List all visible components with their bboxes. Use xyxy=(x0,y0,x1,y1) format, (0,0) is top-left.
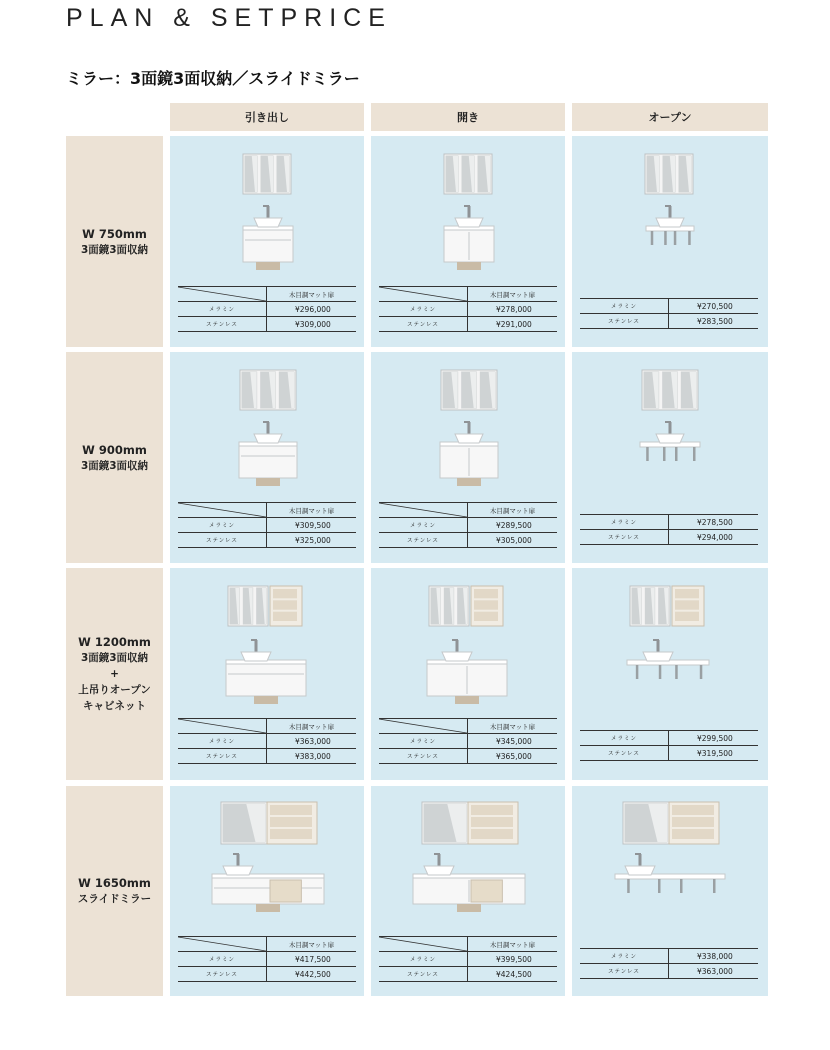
product-cell xyxy=(572,136,768,347)
material-label: ステンレス xyxy=(580,314,669,329)
price-row-stainless xyxy=(580,746,758,761)
price-value: ¥299,500 xyxy=(669,731,759,746)
door-finish-header: 木目調マット扉 xyxy=(468,503,558,518)
diagonal-divider xyxy=(379,503,468,518)
mirror-cabinet-illustration xyxy=(642,370,698,410)
washbasin-illustration xyxy=(643,639,673,661)
price-row-melamine xyxy=(178,302,356,317)
washbasin-illustration xyxy=(656,421,684,443)
mirror-cabinet-illustration xyxy=(221,802,267,844)
price-table xyxy=(178,936,356,982)
price-table-header-row xyxy=(379,503,557,518)
washbasin-illustration xyxy=(455,205,483,227)
row-description: 3面鏡3面収納 xyxy=(80,459,149,472)
price-value: ¥319,500 xyxy=(669,746,759,761)
material-label: ステンレス xyxy=(379,967,468,982)
product-cell xyxy=(170,136,364,347)
material-label: ステンレス xyxy=(580,530,669,545)
material-label: ステンレス xyxy=(580,746,669,761)
row-width-label: W 1650mm xyxy=(78,876,151,890)
material-label: ステンレス xyxy=(178,317,267,332)
vanity-illustration xyxy=(627,660,709,679)
price-table xyxy=(580,948,758,979)
material-label: ステンレス xyxy=(178,749,267,764)
product-illustration xyxy=(371,136,565,286)
product-cell xyxy=(572,786,768,996)
price-value: ¥291,000 xyxy=(468,317,558,332)
material-label: ステンレス xyxy=(178,533,267,548)
material-label: メラミン xyxy=(178,734,267,749)
price-value: ¥305,000 xyxy=(468,533,558,548)
price-row-melamine xyxy=(379,518,557,533)
material-label: ステンレス xyxy=(379,749,468,764)
door-finish-header: 木目調マット扉 xyxy=(468,719,558,734)
diagonal-divider xyxy=(178,287,267,302)
price-value: ¥424,500 xyxy=(468,967,558,982)
price-row-stainless xyxy=(178,967,356,982)
price-row-stainless xyxy=(379,749,557,764)
product-illustration xyxy=(572,136,768,286)
price-value: ¥325,000 xyxy=(267,533,357,548)
washbasin-illustration xyxy=(241,639,271,661)
washbasin-illustration xyxy=(625,853,655,875)
price-table-header-row xyxy=(379,719,557,734)
washbasin-illustration xyxy=(455,421,483,443)
column-header: 引き出し xyxy=(170,103,364,131)
material-label: ステンレス xyxy=(178,967,267,982)
product-cell xyxy=(371,786,565,996)
mirror-cabinet-illustration xyxy=(422,802,468,844)
product-illustration xyxy=(371,568,565,718)
row-label xyxy=(66,136,163,347)
mirror-cabinet-illustration xyxy=(645,154,693,194)
price-table xyxy=(178,286,356,332)
price-table xyxy=(178,502,356,548)
open-shelf-illustration xyxy=(468,802,518,844)
price-row-melamine xyxy=(178,952,356,967)
material-label: メラミン xyxy=(178,302,267,317)
product-illustration xyxy=(572,568,768,718)
row-width-label: W 750mm xyxy=(82,226,147,241)
product-illustration xyxy=(572,352,768,502)
vanity-illustration xyxy=(615,874,725,893)
product-illustration xyxy=(170,568,364,718)
price-row-melamine xyxy=(178,734,356,749)
product-cell xyxy=(371,568,565,780)
price-value: ¥278,500 xyxy=(669,515,759,530)
row-label xyxy=(66,568,163,780)
door-finish-header: 木目調マット扉 xyxy=(468,937,558,952)
washbasin-illustration xyxy=(656,205,684,227)
price-value: ¥399,500 xyxy=(468,952,558,967)
vanity-illustration xyxy=(444,226,494,270)
row-label xyxy=(66,352,163,563)
mirror-cabinet-illustration xyxy=(623,802,669,844)
row-description: キャビネット xyxy=(83,700,146,712)
price-value: ¥309,500 xyxy=(267,518,357,533)
page-subtitle: ミラー：3面鏡3面収納／スライドミラー xyxy=(66,69,360,88)
open-shelf-illustration xyxy=(270,586,302,626)
door-finish-header: 木目調マット扉 xyxy=(468,287,558,302)
price-value: ¥289,500 xyxy=(468,518,558,533)
price-table xyxy=(379,502,557,548)
diagonal-divider xyxy=(178,719,267,734)
price-row-melamine xyxy=(379,302,557,317)
price-table xyxy=(580,730,758,761)
price-value: ¥270,500 xyxy=(669,299,759,314)
product-cell xyxy=(170,352,364,563)
price-table xyxy=(178,718,356,764)
price-value: ¥363,000 xyxy=(669,964,759,979)
door-finish-header: 木目調マット扉 xyxy=(267,719,357,734)
material-label: メラミン xyxy=(580,515,669,530)
diagonal-divider xyxy=(178,503,267,518)
material-label: メラミン xyxy=(379,518,468,533)
price-table xyxy=(379,718,557,764)
mirror-cabinet-illustration xyxy=(429,586,469,626)
price-row-melamine xyxy=(580,515,758,530)
vanity-illustration xyxy=(239,442,297,486)
price-row-stainless xyxy=(580,530,758,545)
vanity-illustration xyxy=(427,660,507,704)
washbasin-illustration xyxy=(254,205,282,227)
washbasin-illustration xyxy=(254,421,282,443)
price-table xyxy=(379,286,557,332)
material-label: メラミン xyxy=(580,299,669,314)
mirror-cabinet-illustration xyxy=(444,154,492,194)
price-row-stainless xyxy=(178,317,356,332)
price-row-melamine xyxy=(178,518,356,533)
product-illustration xyxy=(371,786,565,936)
open-shelf-illustration xyxy=(267,802,317,844)
product-cell xyxy=(170,786,364,996)
price-value: ¥296,000 xyxy=(267,302,357,317)
row-width-label: W 1200mm xyxy=(78,635,151,649)
material-label: ステンレス xyxy=(580,964,669,979)
diagonal-divider xyxy=(379,719,468,734)
price-row-melamine xyxy=(379,952,557,967)
mirror-cabinet-illustration xyxy=(240,370,296,410)
price-row-melamine xyxy=(580,949,758,964)
product-cell xyxy=(572,568,768,780)
price-table-header-row xyxy=(178,503,356,518)
diagonal-divider xyxy=(379,287,468,302)
washbasin-illustration xyxy=(424,853,454,875)
price-table-header-row xyxy=(178,719,356,734)
vanity-illustration xyxy=(413,874,525,912)
diagonal-divider xyxy=(379,937,468,952)
vanity-illustration xyxy=(226,660,306,704)
price-row-melamine xyxy=(580,731,758,746)
price-table xyxy=(580,298,758,329)
product-cell xyxy=(371,352,565,563)
mirror-cabinet-illustration xyxy=(243,154,291,194)
price-value: ¥363,000 xyxy=(267,734,357,749)
price-table-header-row xyxy=(178,287,356,302)
material-label: メラミン xyxy=(379,734,468,749)
mirror-cabinet-illustration xyxy=(441,370,497,410)
price-table-header-row xyxy=(178,937,356,952)
price-row-stainless xyxy=(178,749,356,764)
product-illustration xyxy=(371,352,565,502)
price-value: ¥442,500 xyxy=(267,967,357,982)
material-label: メラミン xyxy=(178,952,267,967)
vanity-illustration xyxy=(646,226,694,245)
price-table-header-row xyxy=(379,287,557,302)
washbasin-illustration xyxy=(223,853,253,875)
price-value: ¥417,500 xyxy=(267,952,357,967)
product-illustration xyxy=(572,786,768,936)
row-description: スライドミラー xyxy=(77,893,152,905)
product-illustration xyxy=(170,786,364,936)
material-label: ステンレス xyxy=(379,533,468,548)
price-row-stainless xyxy=(580,314,758,329)
product-illustration xyxy=(170,352,364,502)
product-illustration xyxy=(170,136,364,286)
price-row-melamine xyxy=(580,299,758,314)
price-value: ¥278,000 xyxy=(468,302,558,317)
price-table xyxy=(379,936,557,982)
vanity-illustration xyxy=(243,226,293,270)
price-value: ¥365,000 xyxy=(468,749,558,764)
row-description: 3面鏡3面収納 xyxy=(80,243,149,256)
price-value: ¥294,000 xyxy=(669,530,759,545)
row-description: 上吊りオープン xyxy=(78,684,151,696)
price-value: ¥345,000 xyxy=(468,734,558,749)
product-cell xyxy=(170,568,364,780)
product-cell xyxy=(371,136,565,347)
price-value: ¥283,500 xyxy=(669,314,759,329)
row-label xyxy=(66,786,163,996)
mirror-cabinet-illustration xyxy=(228,586,268,626)
row-width-label: W 900mm xyxy=(82,442,147,457)
price-row-melamine xyxy=(379,734,557,749)
column-header: 開き xyxy=(371,103,565,131)
door-finish-header: 木目調マット扉 xyxy=(267,503,357,518)
price-row-stainless xyxy=(379,317,557,332)
row-description: 3面鏡3面収納 xyxy=(80,652,149,664)
price-row-stainless xyxy=(379,967,557,982)
page-title: PLAN & SETPRICE xyxy=(66,4,392,32)
washbasin-illustration xyxy=(442,639,472,661)
price-table xyxy=(580,514,758,545)
material-label: メラミン xyxy=(379,302,468,317)
price-row-stainless xyxy=(580,964,758,979)
open-shelf-illustration xyxy=(471,586,503,626)
price-row-stainless xyxy=(379,533,557,548)
price-table-header-row xyxy=(379,937,557,952)
open-shelf-illustration xyxy=(669,802,719,844)
material-label: メラミン xyxy=(379,952,468,967)
vanity-illustration xyxy=(640,442,700,461)
material-label: ステンレス xyxy=(379,317,468,332)
price-value: ¥383,000 xyxy=(267,749,357,764)
diagonal-divider xyxy=(178,937,267,952)
column-header: オープン xyxy=(572,103,768,131)
row-description: + xyxy=(110,668,119,680)
price-value: ¥338,000 xyxy=(669,949,759,964)
door-finish-header: 木目調マット扉 xyxy=(267,937,357,952)
mirror-cabinet-illustration xyxy=(630,586,670,626)
material-label: メラミン xyxy=(580,731,669,746)
price-row-stainless xyxy=(178,533,356,548)
door-finish-header: 木目調マット扉 xyxy=(267,287,357,302)
open-shelf-illustration xyxy=(672,586,704,626)
price-value: ¥309,000 xyxy=(267,317,357,332)
material-label: メラミン xyxy=(178,518,267,533)
material-label: メラミン xyxy=(580,949,669,964)
vanity-illustration xyxy=(440,442,498,486)
product-cell xyxy=(572,352,768,563)
vanity-illustration xyxy=(212,874,324,912)
